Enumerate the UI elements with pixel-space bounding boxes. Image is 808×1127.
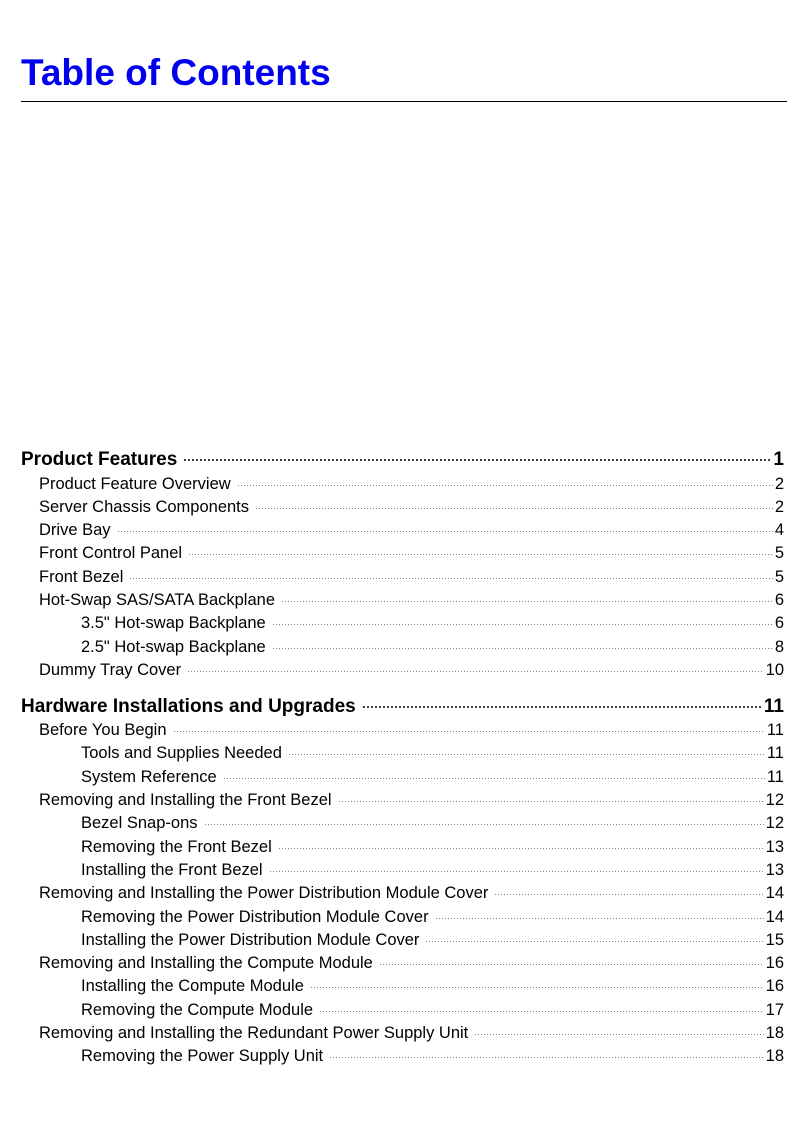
toc-page-number: 1 <box>773 449 784 470</box>
toc-entry[interactable] <box>21 882 784 905</box>
dot-leader <box>272 612 773 629</box>
dot-leader <box>319 998 764 1015</box>
toc-page-number: 14 <box>765 907 784 926</box>
toc-entry-title: Removing and Installing the Power Distribution Module Cover <box>39 884 489 903</box>
toc-entry[interactable] <box>21 905 784 928</box>
toc-page-number: 16 <box>765 977 784 996</box>
dot-leader <box>435 905 764 922</box>
dot-leader <box>379 952 764 969</box>
toc-entry-title: Drive Bay <box>39 521 111 540</box>
dot-leader <box>329 1045 764 1062</box>
page-title: Table of Contents <box>21 52 331 93</box>
toc-entry[interactable] <box>21 519 784 542</box>
toc-entry[interactable] <box>21 835 784 858</box>
dot-leader <box>117 519 773 536</box>
toc-entry-title: System Reference <box>81 767 217 786</box>
dot-leader <box>204 812 764 829</box>
toc-entry[interactable] <box>21 742 784 765</box>
toc-entry-title: Installing the Front Bezel <box>81 860 263 879</box>
toc-page-number: 14 <box>765 884 784 903</box>
toc-page-number: 11 <box>766 767 784 786</box>
dot-leader <box>288 742 765 759</box>
toc-page-number: 5 <box>774 567 784 586</box>
dot-leader <box>223 765 765 782</box>
toc-page-number: 17 <box>765 1000 784 1019</box>
dot-leader <box>183 446 771 465</box>
toc-section-heading[interactable] <box>21 693 784 719</box>
toc-entry[interactable] <box>21 719 784 742</box>
dot-leader <box>187 658 764 675</box>
toc-entry-title: Installing the Compute Module <box>81 977 304 996</box>
toc-entry-title: Server Chassis Components <box>39 497 250 516</box>
toc-page-number: 6 <box>774 614 784 633</box>
toc-entry[interactable] <box>21 928 784 951</box>
toc-entry[interactable] <box>21 658 784 681</box>
toc-entry[interactable] <box>21 588 784 611</box>
toc-entry[interactable] <box>21 1045 784 1068</box>
dot-leader <box>362 693 762 712</box>
dot-leader <box>494 882 763 899</box>
toc-entry-title: Removing the Front Bezel <box>81 837 272 856</box>
toc-page-number: 13 <box>765 860 784 879</box>
dot-leader <box>255 495 773 512</box>
toc-entry[interactable] <box>21 789 784 812</box>
table-of-contents <box>21 446 784 1068</box>
toc-page-number: 18 <box>765 1024 784 1043</box>
toc-section-heading[interactable] <box>21 446 784 472</box>
toc-entry-title: Product Feature Overview <box>39 474 231 493</box>
toc-page-number: 11 <box>763 695 784 717</box>
dot-leader <box>278 835 764 852</box>
toc-entry[interactable] <box>21 495 784 518</box>
toc-entry-title: Removing and Installing the Redundant Power Supply Unit <box>39 1024 469 1043</box>
toc-entry[interactable] <box>21 542 784 565</box>
toc-entry[interactable] <box>21 565 784 588</box>
toc-entry-title: 2.5" Hot-swap Backplane <box>81 637 266 656</box>
toc-page-number: 18 <box>765 1047 784 1066</box>
toc-entry-title: Front Control Panel <box>39 544 183 563</box>
dot-leader <box>173 719 765 736</box>
dot-leader <box>129 565 772 582</box>
toc-entry[interactable] <box>21 975 784 998</box>
toc-entry[interactable] <box>21 765 784 788</box>
toc-page-number: 4 <box>774 521 784 540</box>
toc-entry-title: Tools and Supplies Needed <box>81 744 282 763</box>
toc-page-number: 15 <box>765 930 784 949</box>
dot-leader <box>425 928 763 945</box>
toc-entry-title: Before You Begin <box>39 721 167 740</box>
dot-leader <box>338 789 764 806</box>
dot-leader <box>188 542 773 559</box>
toc-entry-title: Front Bezel <box>39 567 124 586</box>
toc-section-title: Product Features <box>21 449 178 470</box>
toc-entry-title: Removing and Installing the Front Bezel <box>39 791 332 810</box>
toc-section <box>21 693 784 1068</box>
toc-page-number: 8 <box>774 637 784 656</box>
dot-leader <box>272 635 773 652</box>
toc-entry-title: Hot-Swap SAS/SATA Backplane <box>39 590 276 609</box>
dot-leader <box>281 588 773 605</box>
toc-page-number: 11 <box>766 744 784 763</box>
toc-section-title: Hardware Installations and Upgrades <box>21 695 356 717</box>
title-rule <box>21 101 787 102</box>
toc-entry-title: Removing the Compute Module <box>81 1000 314 1019</box>
dot-leader <box>237 472 773 489</box>
toc-section <box>21 446 784 682</box>
toc-entry[interactable] <box>21 812 784 835</box>
toc-entry[interactable] <box>21 952 784 975</box>
toc-page-number: 10 <box>765 660 784 679</box>
toc-page-number: 11 <box>766 721 784 740</box>
toc-entry-title: Removing and Installing the Compute Module <box>39 954 373 973</box>
toc-entry-title: Removing the Power Supply Unit <box>81 1047 324 1066</box>
toc-page-number: 12 <box>765 791 784 810</box>
toc-entry-title: 3.5" Hot-swap Backplane <box>81 614 266 633</box>
toc-page-number: 13 <box>765 837 784 856</box>
dot-leader <box>310 975 764 992</box>
toc-entry-title: Installing the Power Distribution Module Cover <box>81 930 420 949</box>
toc-page-number: 5 <box>774 544 784 563</box>
toc-entry[interactable] <box>21 472 784 495</box>
toc-page-number: 6 <box>774 590 784 609</box>
dot-leader <box>269 858 764 875</box>
toc-entry-title: Dummy Tray Cover <box>39 660 182 679</box>
toc-page-number: 16 <box>765 954 784 973</box>
toc-entry[interactable] <box>21 612 784 635</box>
toc-page-number: 2 <box>774 474 784 493</box>
toc-page-number: 2 <box>774 497 784 516</box>
toc-entry[interactable] <box>21 1022 784 1045</box>
toc-page-number: 12 <box>765 814 784 833</box>
toc-entry-title: Removing the Power Distribution Module Cover <box>81 907 429 926</box>
toc-entry[interactable] <box>21 998 784 1021</box>
toc-entry[interactable] <box>21 635 784 658</box>
toc-entry[interactable] <box>21 858 784 881</box>
toc-entry-title: Bezel Snap-ons <box>81 814 198 833</box>
dot-leader <box>474 1022 763 1039</box>
